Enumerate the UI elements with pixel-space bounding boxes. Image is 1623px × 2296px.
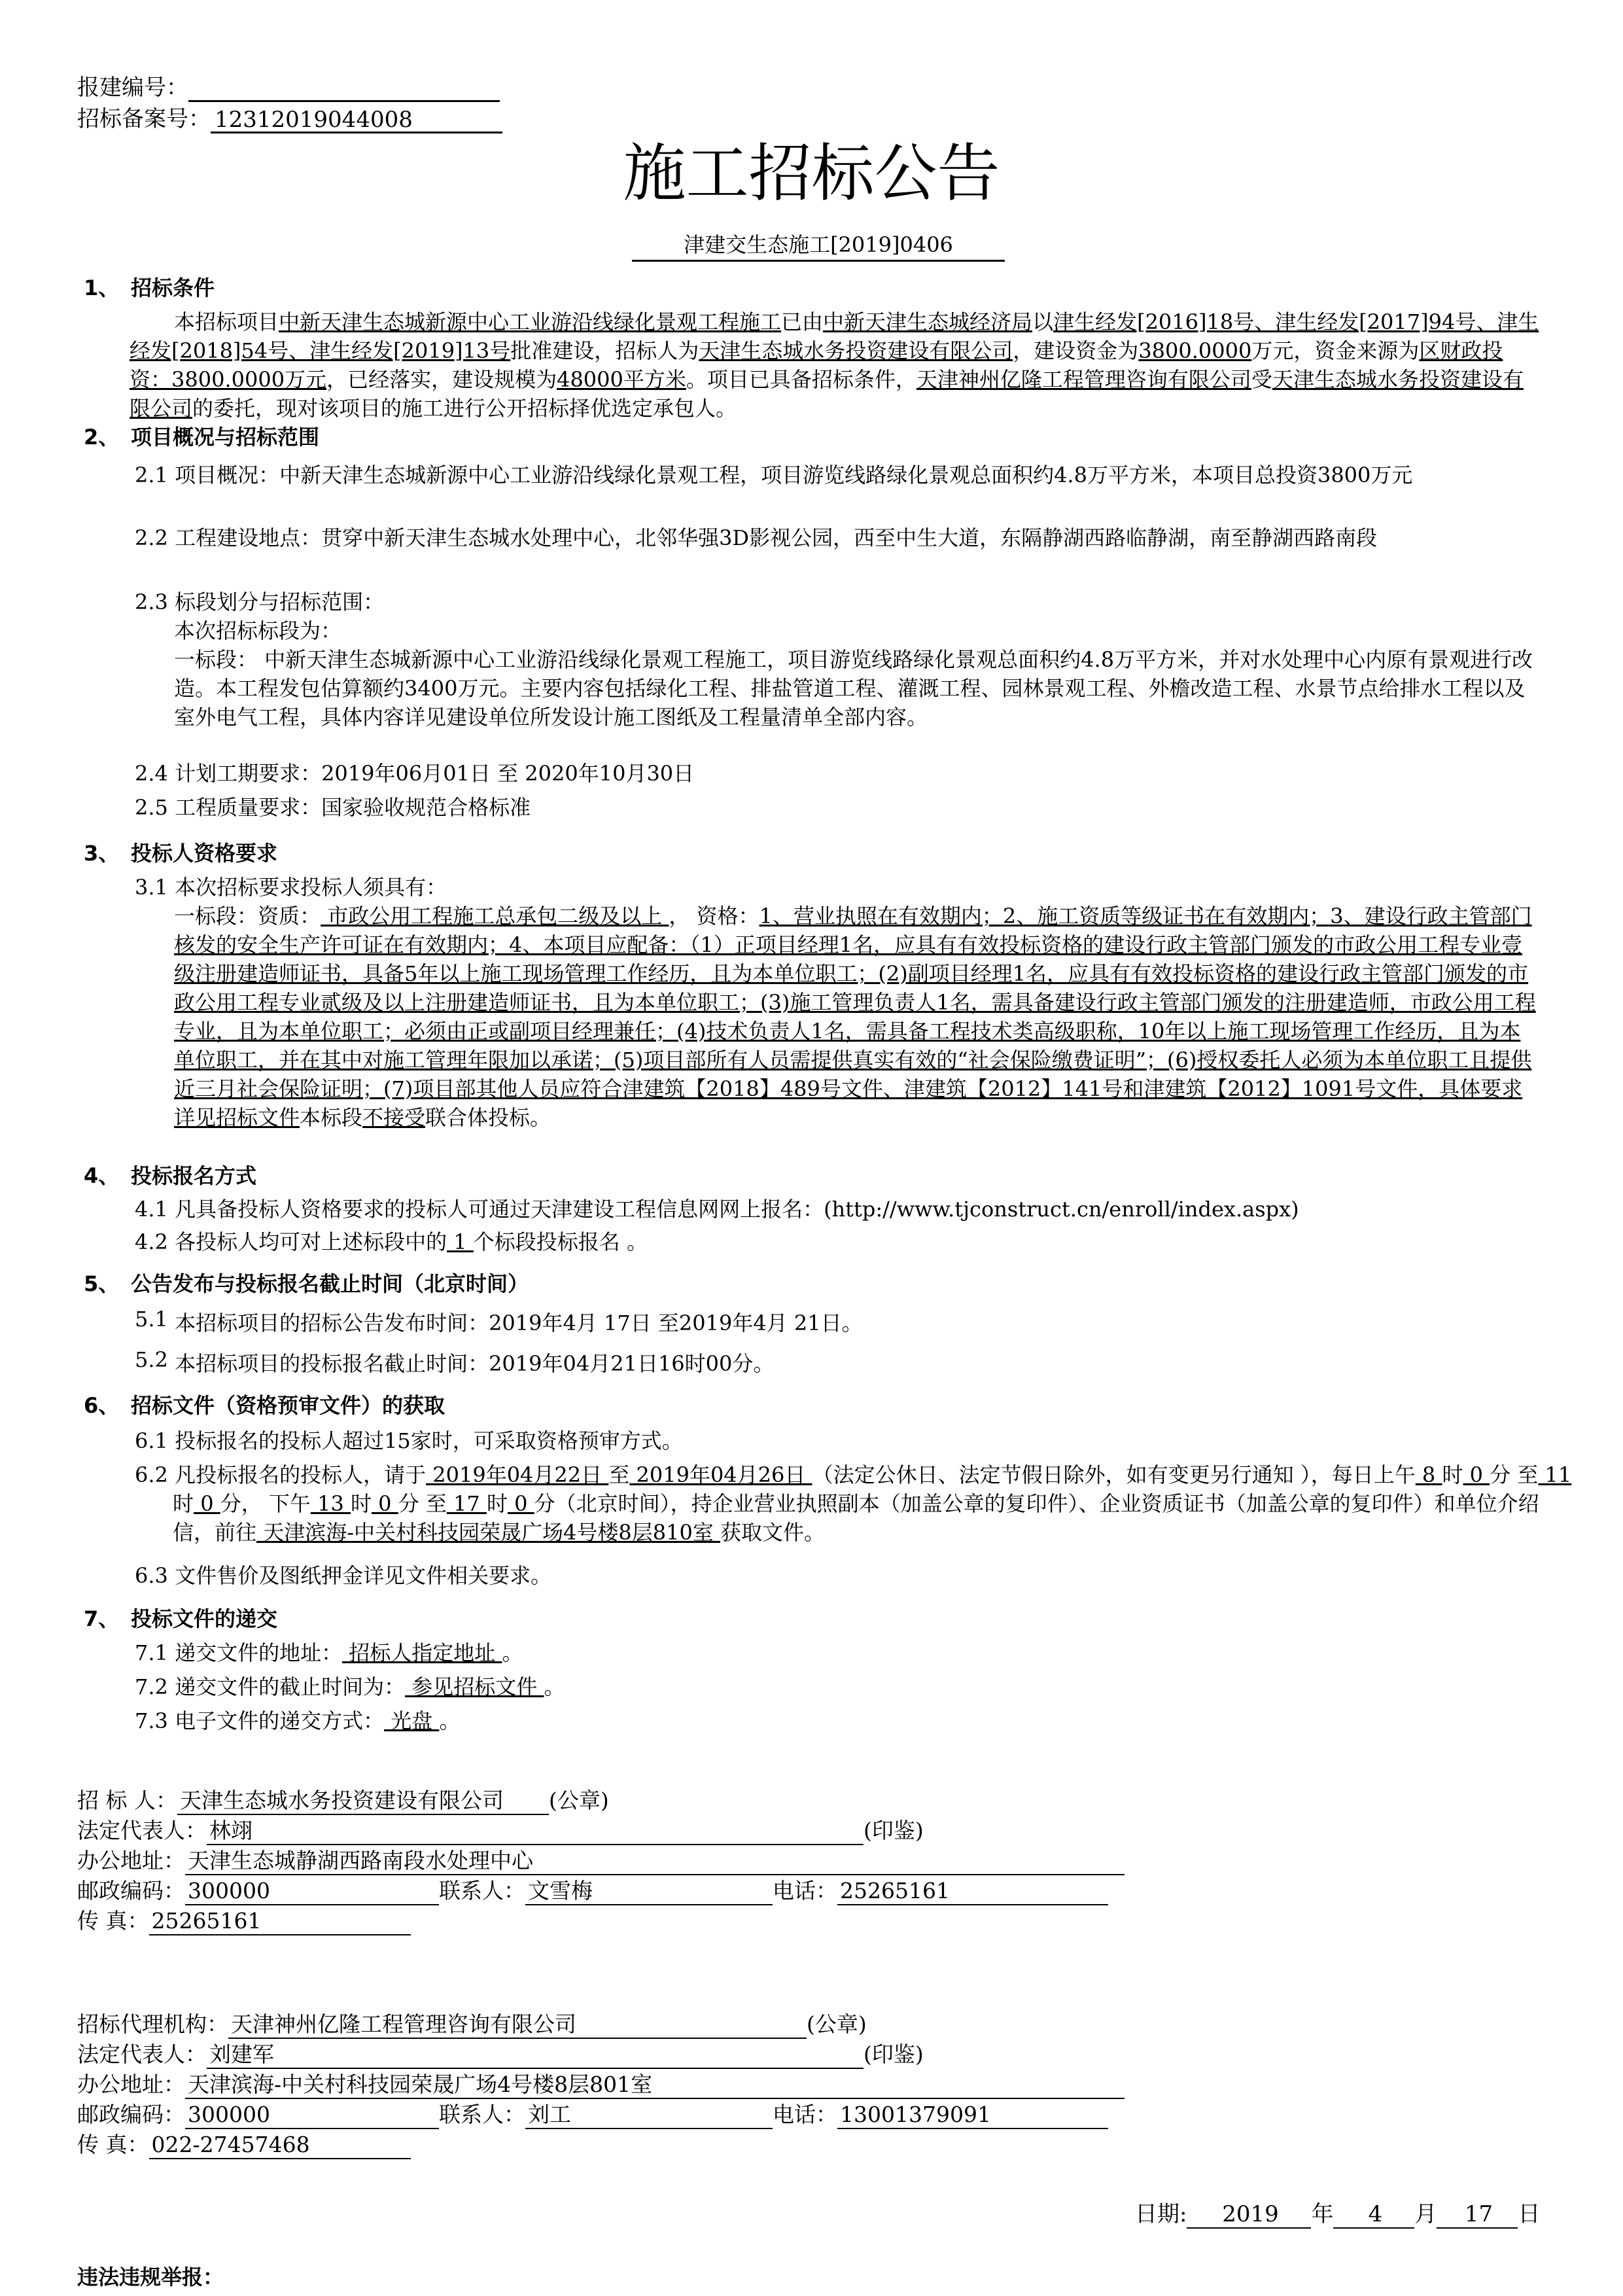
section-4-title: 投标报名方式 [131, 1163, 257, 1188]
text: 刘建军 [207, 2041, 864, 2069]
text: 25265161 [149, 1908, 411, 1935]
text: ，已经落实，建设规模为 [326, 367, 557, 392]
text: 天津滨海-中关村科技园荣晟广场4号楼8层801室 [185, 2072, 1125, 2099]
text: 0 [507, 1491, 534, 1516]
item-3-1: 3.1 本次招标要求投标人须具有： [135, 875, 447, 900]
section-5-number: 5、 [84, 1271, 120, 1296]
doc-number: 津建交生态施工[2019]0406 [632, 231, 1005, 262]
text: 0 [194, 1491, 220, 1516]
tenderee-name: 天津生态城水务投资建设有限公司 [699, 338, 1013, 363]
section-2-title: 项目概况与招标范围 [131, 425, 320, 450]
text: 获取文件。 [720, 1520, 825, 1545]
item-7-2 [135, 1672, 1541, 1701]
text: 月 [1414, 2201, 1437, 2227]
section-2-heading [84, 423, 319, 451]
text: 7.3 电子文件的递交方式： [135, 1708, 385, 1733]
section-6-number: 6、 [84, 1393, 120, 1418]
text: (印鉴) [864, 1818, 924, 1843]
text: 。 [544, 1674, 565, 1699]
text: 的委托，现对该项目的施工进行公开招标择优选定承包人。 [192, 396, 737, 421]
funds-amount: 3800.0000 [1138, 338, 1252, 363]
item-2-2: 2.2 工程建设地点：贯穿中新天津生态城水处理中心，北邻华强3D影视公园，西至中生大道，东隔静湖西路临静湖，南至静湖西路南段 [135, 525, 1378, 550]
item-5-1 [135, 1305, 1541, 1337]
text: 传 真： [77, 1908, 149, 1934]
report-violation: 违法违规举报： [77, 2265, 224, 2289]
tenderee-fax-row [77, 1907, 411, 1935]
agent-name-row [77, 2010, 867, 2039]
section-1-title: 招标条件 [131, 275, 215, 300]
text: 法定代表人： [77, 2041, 207, 2067]
section-7-number: 7、 [84, 1606, 120, 1631]
section-5-title: 公告发布与投标报名截止时间（北京时间） [131, 1271, 529, 1296]
pickup-location: 天津滨海-中关村科技园荣晟广场4号楼8层810室 [256, 1520, 720, 1545]
qualification: 市政公用工程施工总承包二级及以上 [321, 904, 669, 928]
item-6-2 [135, 1460, 1579, 1547]
section-5-heading [84, 1269, 529, 1298]
item-2-3: 2.3 标段划分与招标范围： [135, 590, 385, 614]
item-2-4: 2.4 计划工期要求：2019年06月01日 至 2020年10月30日 [135, 761, 695, 786]
text: 分 至 [398, 1491, 447, 1516]
build-no-value [188, 74, 500, 102]
project-name: 中新天津生态城新源中心工业游沿线绿化景观工程施工 [279, 309, 782, 334]
approval-docs: 津生经发[2016]18号、津生经发[2017]94号、津生经发[2018]54号、津生经发[2019]13号 [130, 309, 1539, 363]
text: 日 [1518, 2201, 1541, 2227]
section-count: 1 [447, 1229, 474, 1254]
text: 时 [486, 1491, 508, 1516]
text: 17 [1437, 2201, 1518, 2229]
text: 天津神州亿隆工程管理咨询有限公司 [228, 2011, 807, 2039]
text: 本招标项目的投标报名截止时间：2019年04月21日16时00分。 [175, 1351, 775, 1376]
section-4-heading [84, 1161, 256, 1190]
text: 招 标 人： [77, 1788, 177, 1813]
section-7-title: 投标文件的递交 [131, 1606, 278, 1631]
text: 本招标项目 [174, 309, 279, 334]
text: 。 [439, 1708, 461, 1733]
notice-date [1135, 2200, 1540, 2229]
text: 电话： [773, 1878, 837, 1903]
text: 时 [1442, 1462, 1463, 1487]
section-1-number: 1、 [84, 275, 120, 300]
section-7-heading [84, 1604, 277, 1633]
text: 受 [1251, 367, 1272, 392]
text: 17 [446, 1491, 487, 1516]
text: 以 [1032, 309, 1054, 334]
item-7-1 [135, 1638, 1541, 1667]
build-scale: 48000平方米 [557, 367, 686, 392]
text: (公章) [548, 1788, 609, 1813]
text: 一标段：资质： [174, 904, 321, 928]
item-6-1: 6.1 投标报名的投标人超过15家时，可采取资格预审方式。 [135, 1428, 683, 1453]
section-4-number: 4、 [84, 1163, 120, 1188]
text: 2019 [1187, 2201, 1311, 2229]
text: 7.2 递交文件的截止时间为： [135, 1674, 406, 1699]
funds-source: 区财政投资：3800.0000万元 [130, 338, 1503, 392]
text: 林翊 [207, 1818, 864, 1845]
item-2-1: 2.1 项目概况：中新天津生态城新源中心工业游沿线绿化景观工程，项目游览线路绿化景观总面积约4.8万平方米，本项目总投资3800万元 [135, 463, 1413, 487]
start-date: 2019年04月22日 [426, 1462, 609, 1487]
tenderee-addr-row [77, 1846, 1125, 1875]
text: (印鉴) [864, 2041, 924, 2067]
item-3-1-a [174, 902, 1541, 1132]
text: 办公地址： [77, 1848, 185, 1873]
item-4-2 [135, 1227, 1541, 1256]
tenderee-legal-row [77, 1816, 924, 1845]
requirements: 1、营业执照在有效期内；2、施工资质等级证书在有效期内；3、建设行政主管部门核发的安全生产许可证在有效期内；4、本项目应配备：（1）正项目经理1名，应具有有效投标资格的建设行政主管部门颁发的市政公用工程专业壹级注册建造师证书，具备5年以上施工现场管理工作经历，且为本单位职工；(2)副项目经理1名，应具有有效投标资格的建设行政主管部门颁发的市政公用工程专业贰级及以上注册建造师证书，且为本单位职工；(3)施工管理负责人1名，需具备建设行政主管部门颁发的注册建造师，市政公用工程专业，且为本单位职工；必须由正或副项目经理兼任；(4)技术负责人1名，需具备工程技术类高级职称，10年以上施工现场管理工作经历，且为本单位职工，并在其中对施工管理年限加以承诺；(5)项目部所有人员需提供真实有效的“社会保险缴费证明”；(6)授权委托人必须为本单位职工且提供近三月社会保险证明；(7)项目部其他人员应符合津建筑【2018】489号文件、津建筑【2012】141号和津建筑【2012】1091号文件，具体要求详见招标文件 [174, 904, 1536, 1130]
text: 招标人指定地址 [342, 1640, 502, 1665]
item-5-2 [135, 1345, 1541, 1378]
text: 办公地址： [77, 2072, 185, 2097]
text: 本招标项目的招标公告发布时间：2019年4月 17日 至2019年4月 21日。 [175, 1311, 863, 1335]
text: 本标段 [300, 1105, 363, 1130]
text: 5.2 [135, 1347, 168, 1372]
entrusting-party: 天津生态城水务投资建设有限公司 [130, 367, 1524, 421]
section-2-number: 2、 [84, 425, 120, 450]
text: 022-27457468 [149, 2132, 411, 2159]
text: 8 [1415, 1462, 1442, 1487]
section-6-heading [84, 1391, 445, 1420]
agent-fax-row [77, 2130, 411, 2159]
text: 分， 下午 [220, 1491, 311, 1516]
text: 13 [310, 1491, 351, 1516]
text: 25265161 [837, 1878, 1108, 1905]
text: （法定公休日、法定节假日除外，如有变更另行通知 ），每日上午 [812, 1462, 1416, 1487]
tenderee-contact-row [77, 1877, 1108, 1905]
item-2-5: 2.5 工程质量要求：国家验收规范合格标准 [135, 795, 531, 820]
text: 光盘 [384, 1708, 440, 1733]
text: 300000 [185, 1878, 439, 1905]
section-3-number: 3、 [84, 841, 120, 866]
text: 7.1 递交文件的地址： [135, 1640, 343, 1665]
record-no-label: 招标备案号： [77, 106, 211, 132]
text: 联系人： [439, 1878, 525, 1903]
record-no-row [77, 105, 502, 133]
item-2-3-b: 一标段： 中新天津生态城新源中心工业游沿线绿化景观工程施工，项目游览线路绿化景观总面积约4.8万平方米，并对水处理中心内原有景观进行改造。本工程发包估算额约3400万元。主要内容包括绿化工程、排盐管道工程、灌溉工程、园林景观工程、外檐改造工程、水景节点给排水工程以及室外电气工程，具体内容详见建设单位所发设计施工图纸及工程量清单全部内容。 [174, 647, 1533, 730]
text: 日期: [1135, 2201, 1187, 2227]
text: 分（北京时间），持企业营业执照副本（加盖公章的复印件）、企业资质证书（加盖公章的复印件）和单位介绍信，前往 [173, 1491, 1539, 1545]
text: 已由 [781, 309, 824, 334]
text: 分 至 [1490, 1462, 1539, 1487]
text: 招标代理机构： [77, 2011, 228, 2037]
text: 个标段投标报名 。 [473, 1229, 648, 1254]
section-3-title: 投标人资格要求 [131, 841, 278, 866]
text: (公章) [807, 2011, 867, 2037]
text: ， 资格： [669, 904, 759, 928]
text: 参见招标文件 [405, 1674, 544, 1699]
text: 天津生态城静湖西路南段水处理中心 [185, 1848, 1125, 1875]
text: 300000 [185, 2102, 439, 2129]
build-no-label: 报建编号： [77, 75, 188, 101]
agent-contact-row [77, 2100, 1108, 2129]
text: 批准建设，招标人为 [510, 338, 699, 363]
text: 。项目已具备招标条件， [686, 367, 916, 392]
text: 时 [173, 1491, 194, 1516]
text: 年 [1311, 2201, 1334, 2227]
text: 13001379091 [837, 2102, 1108, 2129]
text: 文雪梅 [525, 1878, 773, 1905]
joint-venture: 不接受 [362, 1105, 426, 1130]
text: 法定代表人： [77, 1818, 207, 1843]
text: 邮政编码： [77, 2102, 185, 2127]
item-4-1: 4.1 凡具备投标人资格要求的投标人可通过天津建设工程信息网网上报名：(http://www.tjconstruct.cn/enroll/index.aspx) [135, 1197, 1299, 1222]
section-3-heading [84, 839, 277, 868]
text: 5.1 [135, 1307, 168, 1332]
item-6-3: 6.3 文件售价及图纸押金详见文件相关要求。 [135, 1563, 552, 1588]
text: 联合体投标。 [425, 1105, 551, 1130]
text: 4.2 各投标人均可对上述标段中的 [135, 1229, 447, 1254]
section-1-body [130, 308, 1543, 423]
text: 0 [371, 1491, 398, 1516]
approver: 中新天津生态城经济局 [823, 309, 1033, 334]
text: ，建设资金为 [1013, 338, 1139, 363]
agent-name: 天津神州亿隆工程管理咨询有限公司 [916, 367, 1251, 392]
text: 传 真： [77, 2132, 149, 2157]
text: 电话： [773, 2102, 837, 2127]
agent-legal-row [77, 2040, 924, 2069]
text: 万元，资金来源为 [1251, 338, 1420, 363]
item-7-3 [135, 1706, 1541, 1735]
text: 。 [502, 1640, 523, 1665]
section-6-title: 招标文件（资格预审文件）的获取 [131, 1393, 445, 1418]
text: 联系人： [439, 2102, 525, 2127]
text: 6.2 凡投标报名的投标人，请于 [135, 1462, 427, 1487]
text: 时 [350, 1491, 372, 1516]
record-no-value: 12312019044008 [211, 105, 502, 133]
text: 至 [608, 1462, 630, 1487]
item-2-3-a: 本次招标标段为： [174, 618, 342, 643]
end-date: 2019年04月26日 [629, 1462, 812, 1487]
text: 邮政编码： [77, 1878, 185, 1903]
text: 0 [1463, 1462, 1490, 1487]
text: 天津生态城水务投资建设有限公司 [177, 1788, 549, 1815]
text: 4 [1333, 2201, 1414, 2229]
build-no-row [77, 73, 500, 102]
page-title: 施工招标公告 [623, 137, 1000, 210]
text: 11 [1538, 1462, 1572, 1487]
section-1-heading [84, 274, 215, 302]
text: 刘工 [525, 2102, 773, 2129]
agent-addr-row [77, 2070, 1125, 2099]
tenderee-name-row [77, 1786, 609, 1815]
